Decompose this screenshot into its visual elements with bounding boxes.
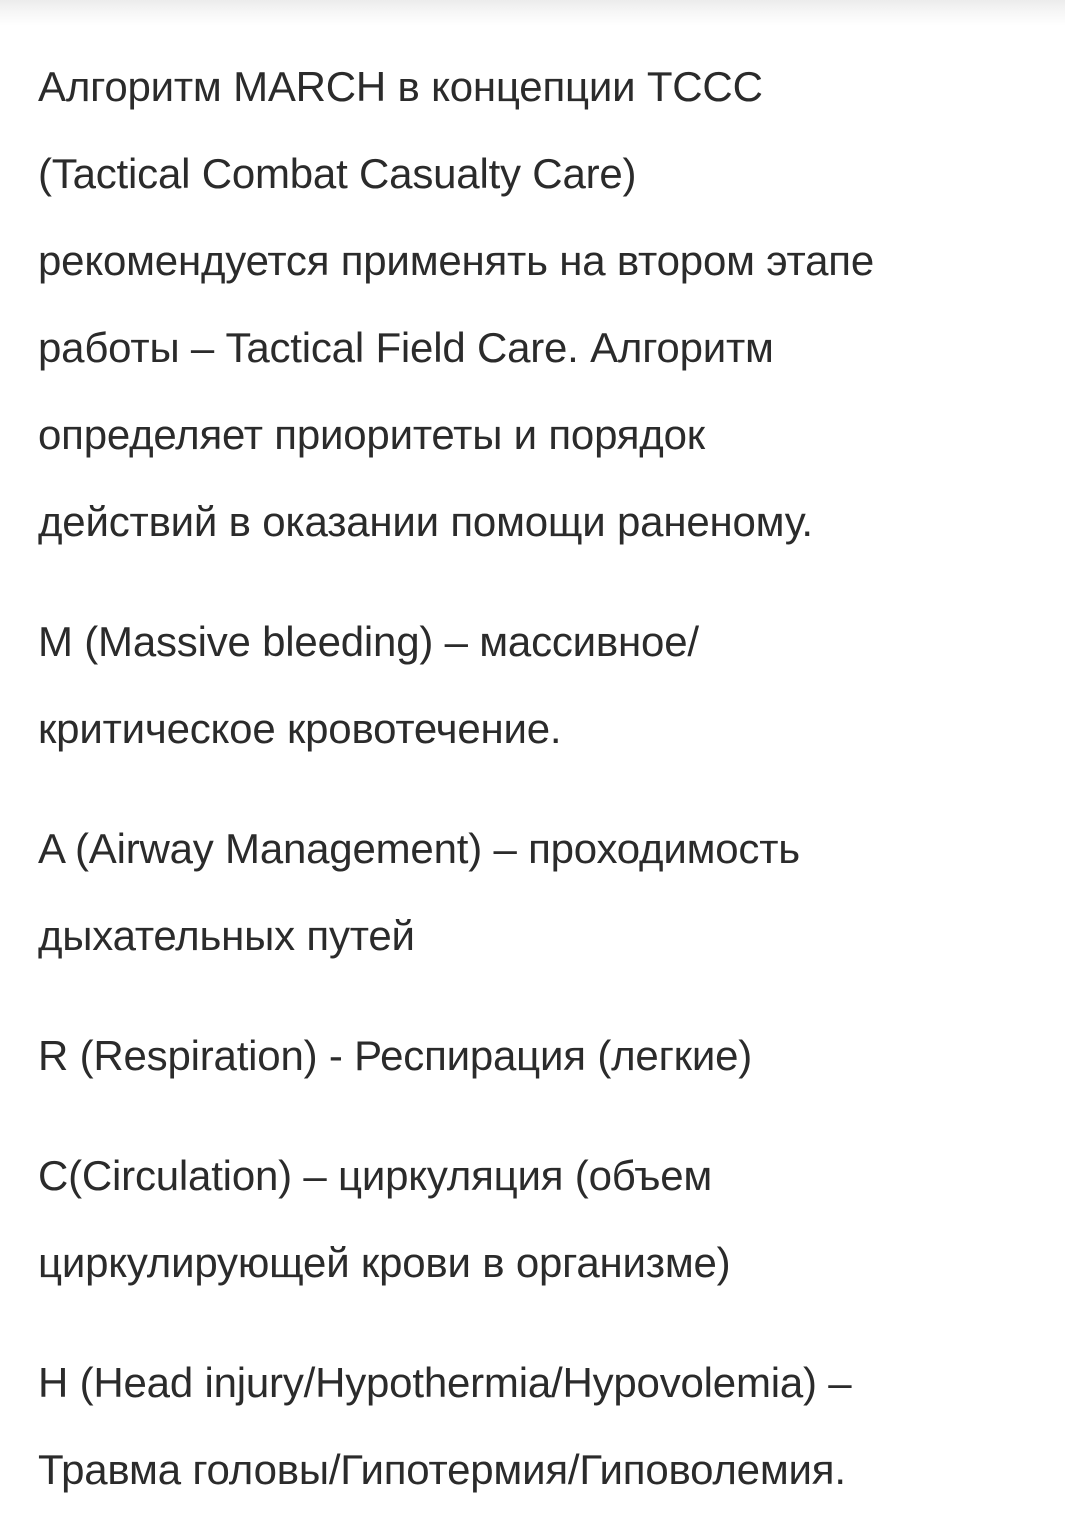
march-item-line: дыхательных путей bbox=[38, 912, 415, 959]
march-item-line: Травма головы/Гипотермия/Гиповолемия. bbox=[38, 1446, 846, 1493]
march-item-line: C(Circulation) – циркуляция (объем bbox=[38, 1152, 713, 1199]
march-item-line: A (Airway Management) – проходимость bbox=[38, 825, 800, 872]
intro-line: работы – Tactical Field Care. Алгоритм bbox=[38, 324, 774, 371]
intro-line: действий в оказании помощи раненому. bbox=[38, 498, 813, 545]
march-item-r bbox=[38, 1012, 1038, 1099]
march-item-line: циркулирующей крови в организме) bbox=[38, 1239, 731, 1286]
march-item-line: критическое кровотечение. bbox=[38, 705, 562, 752]
intro-line: определяет приоритеты и порядок bbox=[38, 411, 705, 458]
top-bar-shadow bbox=[0, 0, 1065, 26]
intro-line: рекомендуется применять на втором этапе bbox=[38, 237, 874, 284]
march-item-line: H (Head injury/Hypothermia/Hypovolemia) – bbox=[38, 1359, 852, 1406]
march-item-c bbox=[38, 1132, 1038, 1306]
march-item-m bbox=[38, 598, 1038, 772]
march-item-line: R (Respiration) - Респирация (легкие) bbox=[38, 1032, 753, 1079]
march-item-a bbox=[38, 805, 1038, 979]
march-item-h bbox=[38, 1339, 1038, 1513]
intro-paragraph bbox=[38, 43, 1038, 565]
march-item-line: M (Massive bleeding) – массивное/ bbox=[38, 618, 699, 665]
article-body bbox=[38, 43, 1038, 1513]
intro-line: (Tactical Combat Casualty Care) bbox=[38, 150, 637, 197]
intro-line: Алгоритм MARCH в концепции TCCC bbox=[38, 63, 763, 110]
